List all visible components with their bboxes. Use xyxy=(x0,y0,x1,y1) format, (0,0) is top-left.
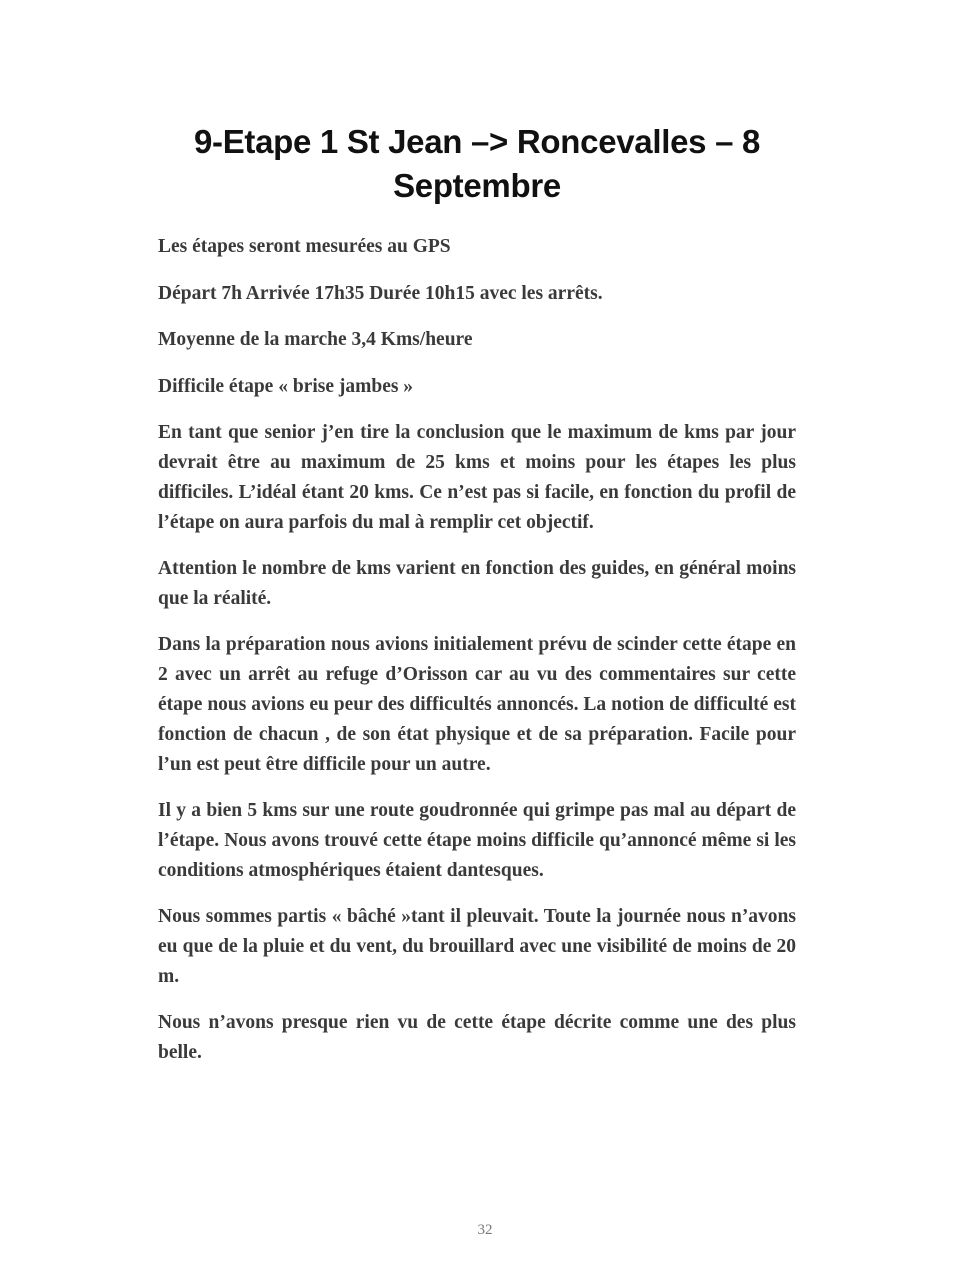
paragraph-preparation: Dans la préparation nous avions initialement prévu de scinder cette étape en 2 avec un arrêt au refuge d’Orisson car au vu des commentaires sur cette étape nous avions eu peur des difficultés annoncés. La notion de difficulté est fonction de chacun , de son état physique et de sa préparation. Facile pour l’un est peut être difficile pour un autre. xyxy=(158,634,796,775)
paragraph-average: Moyenne de la marche 3,4 Kms/heure xyxy=(158,329,473,350)
paragraph-gps: Les étapes seront mesurées au GPS xyxy=(158,236,451,257)
paragraph-conclusion: Nous n’avons presque rien vu de cette étape décrite comme une des plus belle. xyxy=(158,1012,796,1063)
page-title: 9-Etape 1 St Jean –> Roncevalles – 8 Septembre xyxy=(193,123,761,204)
paragraph-guides: Attention le nombre de kms varient en fonction des guides, en général moins que la réalité. xyxy=(158,558,796,609)
paragraph-road: Il y a bien 5 kms sur une route goudronnée qui grimpe pas mal au départ de l’étape. Nous avons trouvé cette étape moins difficile qu’annoncé même si les conditions atmosphériques étaient dantesques. xyxy=(158,800,796,881)
paragraph-rain: Nous sommes partis « bâché »tant il pleuvait. Toute la journée nous n’avons eu que de la pluie et du vent, du brouillard avec une visibilité de moins de 20 m. xyxy=(158,906,796,987)
paragraph-senior: En tant que senior j’en tire la conclusion que le maximum de kms par jour devrait être au maximum de 25 kms et moins pour les étapes les plus difficiles. L’idéal étant 20 kms. Ce n’est pas si facile, en fonction du profil de l’étape on aura parfois du mal à remplir cet objectif. xyxy=(158,422,796,533)
paragraph-times: Départ 7h Arrivée 17h35 Durée 10h15 avec les arrêts. xyxy=(158,282,603,304)
page-number: 32 xyxy=(477,1222,493,1238)
body-text xyxy=(158,232,796,1084)
paragraph-difficulty: Difficile étape « brise jambes » xyxy=(158,375,414,397)
